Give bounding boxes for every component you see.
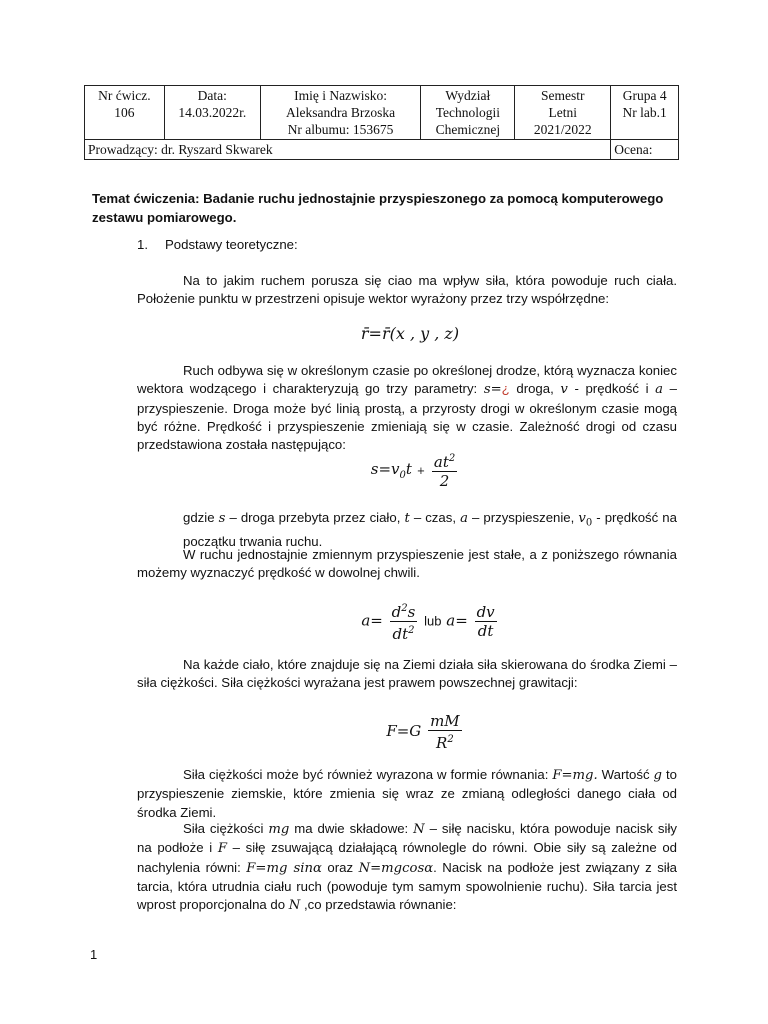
header-cell-exercise: Nr ćwicz. 106 (85, 86, 165, 140)
instructor-cell: Prowadzący: dr. Ryszard Skwarek (85, 140, 611, 160)
header-row-1 (85, 86, 679, 140)
header-row-2 (85, 140, 679, 160)
section-label: Podstawy teoretyczne: (165, 237, 298, 252)
paragraph-5: Na każde ciało, które znajduje się na Ziemi działa siła skierowana do środka Ziemi – siła ciężkości. Siła ciężkości wyrażana jest prawem powszechnej grawitacji: (137, 657, 677, 691)
header-table (84, 85, 679, 160)
header-cell-faculty: Wydział Technologii Chemicznej (421, 86, 515, 140)
grade-cell: Ocena: (611, 140, 679, 160)
paragraph-2: Ruch odbywa się w określonym czasie po określonej drodze, którą wyznacza koniec wektora wodzącego i charakteryzują go trzy parametry: s=¿ droga, v - prędkość i a – przyspieszenie. Droga może być linią prostą, a przyrosty drogi w określonym czasie mogą być różne. Prędkość i przyspieszenie zmieniają się w czasie. Zależność drogi od czasu przedstawiona została następująco: (137, 363, 677, 453)
section-heading (137, 237, 298, 252)
equation-acceleration: a= $\frac{d^2s}{dt^2}$ lub a= $\frac{dv}{dt}$ (360, 600, 500, 643)
paragraph-6: Siła ciężkości może być również wyrazona w formie równania: F=mg. Wartość g to przyspieszenie ziemskie, które zmienia się wraz ze zmianą odległości danego ciała od środka Ziemi. (137, 767, 677, 820)
paragraph-4: W ruchu jednostajnie zmiennym przyspieszenie jest stałe, a z poniższego równania możemy wyznaczyć prędkość w dowolnej chwili. (137, 547, 677, 581)
header-cell-group: Grupa 4 Nr lab.1 (611, 86, 679, 140)
page-number: 1 (90, 947, 98, 962)
section-number: 1. (137, 237, 148, 252)
header-cell-name: Imię i Nazwisko: Aleksandra Brzoska Nr albumu: 153675 (260, 86, 421, 140)
paragraph-3: gdzie s – droga przebyta przez ciało, t – czas, a – przyspieszenie, $v_0$ - prędkość na początku trwania ruchu. (183, 510, 677, 549)
header-cell-date: Data: 14.03.2022r. (164, 86, 260, 140)
paragraph-1: Na to jakim ruchem porusza się ciao ma wpływ siła, która powoduje ruch ciała. Położenie punktu w przestrzeni opisuje wektor wyrażony przez trzy współrzędne: (137, 273, 677, 307)
equation-position-vector: r̄=r̄(x , y , z) (360, 324, 460, 343)
equation-gravity: F=G $\frac{mM}{R^2}$ (386, 712, 460, 752)
equation-distance: $s=v_0t$ + $\frac{at^2}{2}$ (330, 450, 500, 490)
exercise-title: Temat ćwiczenia: Badanie ruchu jednostajnie przyspieszonego za pomocą komputerowego zestawu pomiarowego. (92, 191, 664, 225)
header-cell-semester: Semestr Letni 2021/2022 (515, 86, 611, 140)
paragraph-7: Siła ciężkości mg ma dwie składowe: N – siłę nacisku, która powoduje nacisk siły na podłoże i F – siłę zsuwającą działającą równolegle do równi. Obie siły są zależne od nachylenia równi: F=mg sinα oraz N=mgcosα. Nacisk na podłoże jest związany z siła tarcia, która utrudnia ciału ruch (powoduje tym samym spowolnienie ruchu). Siła tarcia jest wprost proporcjonalna do N ,co przedstawia równanie: (137, 821, 678, 914)
